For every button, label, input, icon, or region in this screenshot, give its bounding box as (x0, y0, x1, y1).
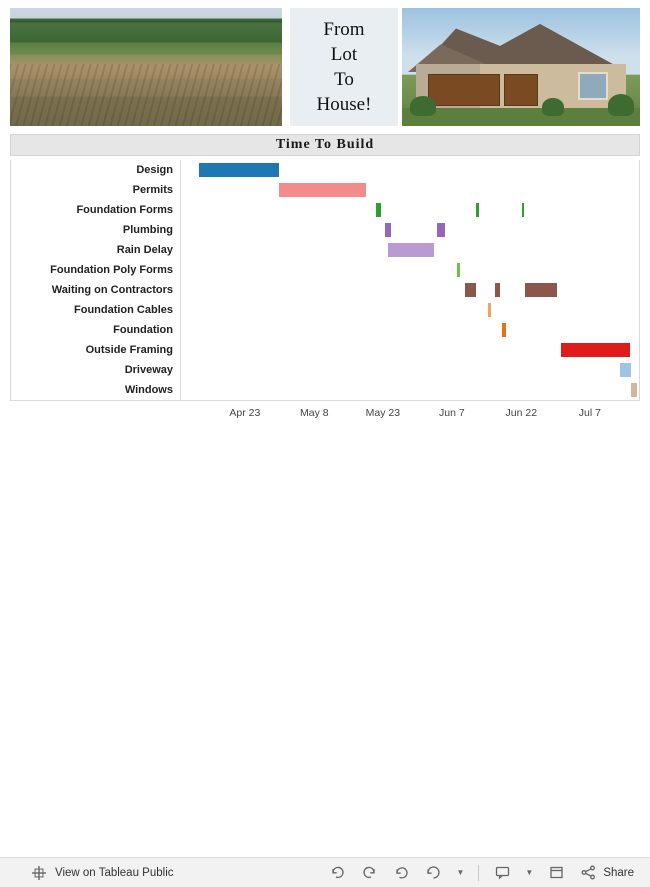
chart-plot-area[interactable] (181, 160, 639, 400)
from-lot-to-house-panel (290, 8, 398, 126)
category-label: Foundation Forms (76, 204, 173, 216)
gantt-row (181, 380, 639, 400)
empty-lot-photo (10, 8, 282, 126)
toolbar-left-group (0, 864, 174, 882)
toolbar-divider (478, 865, 479, 881)
tableau-logo-icon[interactable] (30, 864, 48, 882)
gantt-bar[interactable] (620, 363, 631, 377)
axis-tick-label: Jun 22 (505, 407, 538, 419)
category-label: Plumbing (122, 224, 173, 236)
axis-tick-label: May 23 (365, 407, 401, 419)
gantt-bar[interactable] (488, 303, 491, 317)
category-label: Windows (124, 384, 173, 396)
category-label: Permits (132, 184, 173, 196)
undo-icon[interactable] (328, 864, 346, 882)
gantt-bar[interactable] (279, 183, 366, 197)
gantt-row (181, 260, 639, 280)
category-label: Foundation (113, 324, 173, 336)
bush-graphic (542, 98, 564, 116)
category-axis-labels (11, 160, 181, 400)
gantt-bar[interactable] (631, 383, 637, 397)
mid-line-3: To (334, 69, 354, 90)
header-image-band (0, 0, 650, 128)
axis-tick-label: May 8 (300, 407, 329, 419)
gantt-row (181, 180, 639, 200)
toolbar-right-group (328, 864, 650, 882)
gantt-row (181, 360, 639, 380)
category-label: Foundation Cables (74, 304, 173, 316)
mid-line-1: From (323, 19, 365, 40)
gantt-bar[interactable] (388, 243, 434, 257)
gantt-chart (10, 160, 640, 427)
category-label: Rain Delay (116, 244, 173, 256)
mid-line-4: House! (316, 94, 372, 115)
gantt-row (181, 280, 639, 300)
share-button[interactable] (579, 864, 634, 882)
gantt-bar[interactable] (476, 203, 478, 217)
gantt-bar[interactable] (465, 283, 476, 297)
gantt-bar[interactable] (199, 163, 279, 177)
gantt-bar[interactable] (376, 203, 381, 217)
chevron-down-icon[interactable]: ▼ (456, 868, 465, 877)
gantt-row (181, 200, 639, 220)
view-on-tableau-public-link[interactable]: View on Tableau Public (55, 866, 174, 879)
gantt-row (181, 240, 639, 260)
bush-graphic (410, 96, 436, 116)
share-label: Share (603, 866, 634, 879)
gantt-bar[interactable] (385, 223, 390, 237)
garage-door-secondary-graphic (504, 74, 538, 106)
gantt-bar[interactable] (525, 283, 557, 297)
finished-house-photo (402, 8, 640, 126)
page-title: Time To Build (275, 137, 375, 152)
category-label: Foundation Poly Forms (50, 264, 173, 276)
redo-icon[interactable] (360, 864, 378, 882)
from-lot-to-house-text (317, 17, 372, 117)
gantt-bar[interactable] (457, 263, 460, 277)
axis-tick-label: Jun 7 (439, 407, 465, 419)
refresh-icon[interactable] (424, 864, 442, 882)
category-label: Outside Framing (85, 344, 173, 356)
gantt-bar[interactable] (522, 203, 524, 217)
axis-tick-label: Apr 23 (229, 407, 261, 419)
category-label: Design (136, 164, 173, 176)
mid-line-2: Lot (330, 44, 358, 65)
category-label: Driveway (124, 364, 173, 376)
gantt-bar[interactable] (502, 323, 506, 337)
gantt-bar[interactable] (561, 343, 630, 357)
chart-area (10, 160, 640, 401)
chevron-down-icon[interactable]: ▼ (525, 868, 534, 877)
share-icon (579, 864, 597, 882)
viz-title-bar (10, 134, 640, 156)
revert-icon[interactable] (392, 864, 410, 882)
gantt-row (181, 320, 639, 340)
comment-icon[interactable] (493, 864, 511, 882)
gantt-row (181, 160, 639, 180)
tableau-toolbar (0, 857, 650, 887)
house-scene-graphic (402, 8, 640, 126)
gantt-bar[interactable] (437, 223, 445, 237)
axis-tick-label: Jul 7 (578, 407, 601, 419)
time-axis (10, 401, 640, 427)
gantt-row (181, 220, 639, 240)
house-window-graphic (578, 72, 608, 100)
lawn-graphic (402, 108, 640, 126)
garage-door-graphic (428, 74, 500, 106)
gantt-row (181, 300, 639, 320)
field-scene-graphic (10, 8, 282, 126)
gantt-row (181, 340, 639, 360)
category-label: Waiting on Contractors (51, 284, 173, 296)
fullscreen-icon[interactable] (547, 864, 565, 882)
gantt-bar[interactable] (495, 283, 500, 297)
bush-graphic (608, 94, 634, 116)
